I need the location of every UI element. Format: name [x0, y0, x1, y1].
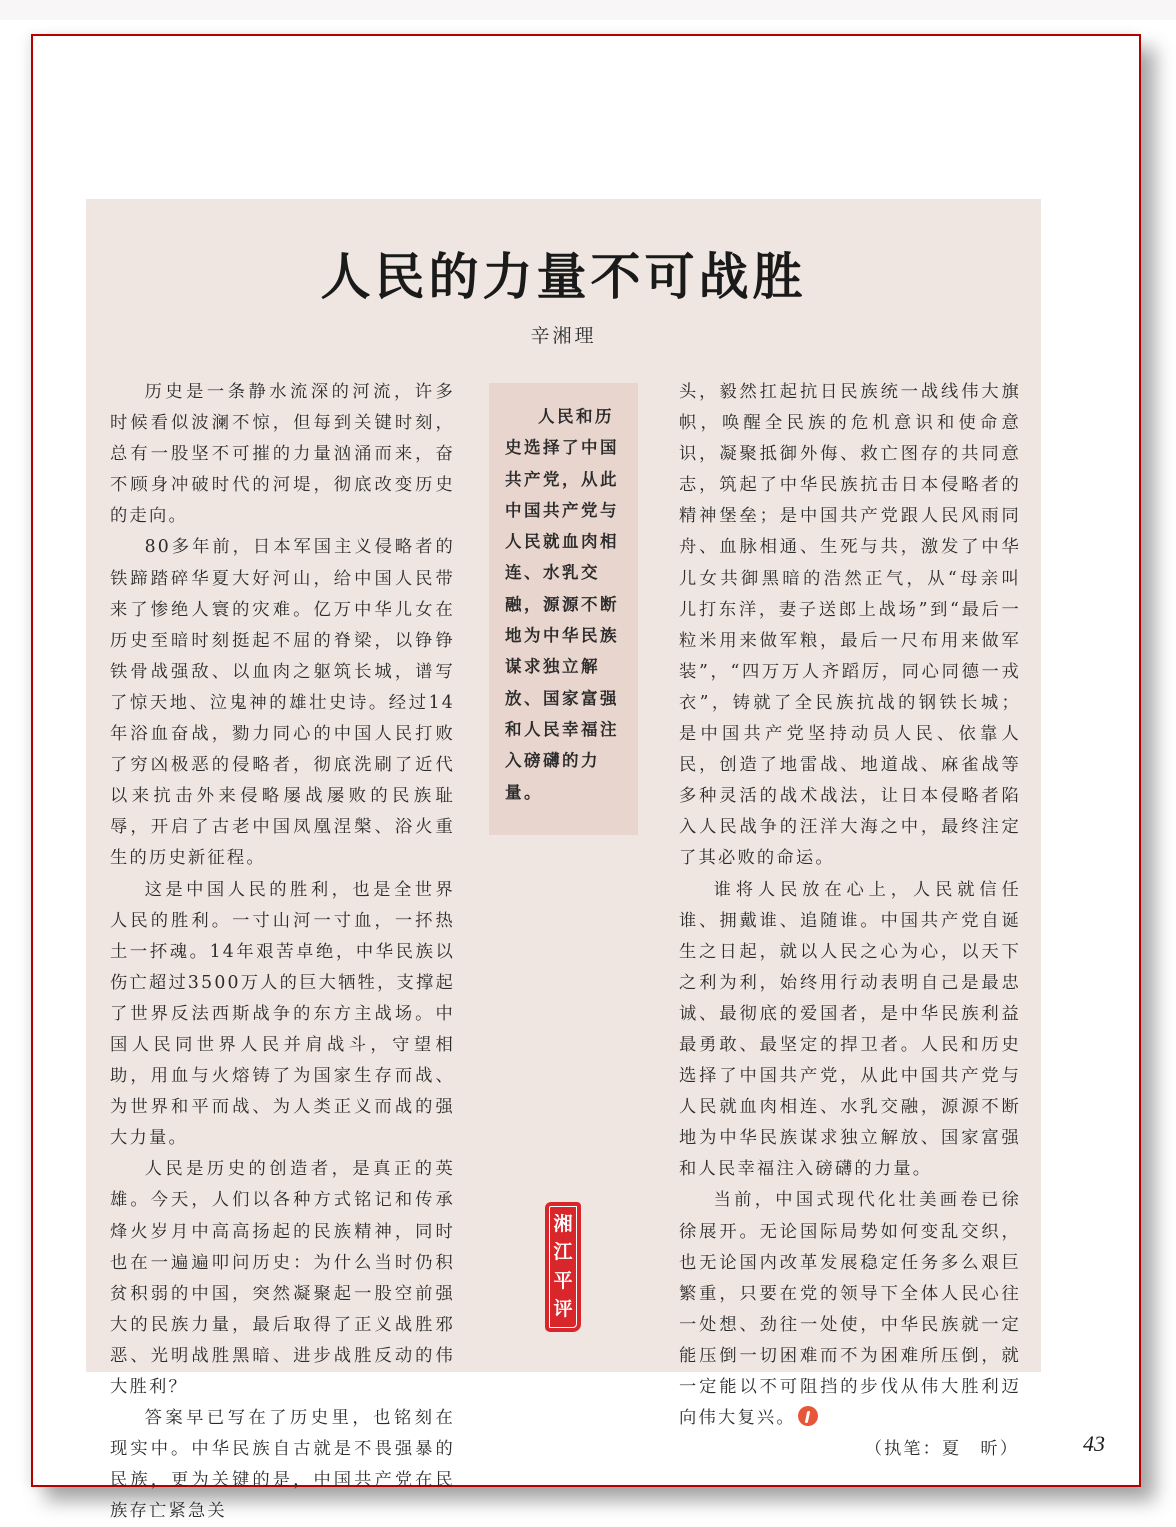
page-number: 43 [1083, 1431, 1105, 1456]
byline: （执笔：夏 昕） [864, 1439, 1019, 1460]
pull-quote-text: 人民和历史选择了中国共产党，从此中国共产党与人民就血肉相连、水乳交融，源源不断地为中华民族谋求独立解放、国家富强和人民幸福注入磅礴的力量。 [505, 407, 619, 802]
pull-quote [489, 383, 638, 835]
magazine-page [31, 34, 1141, 1522]
paragraph: 谁将人民放在心上，人民就信任谁、拥戴谁、追随谁。中国共产党自诞生之日起，就以人民之心为心，以天下之利为利，始终用行动表明自己是最忠诚、最彻底的爱国者，是中华民族利益最勇敢、最坚定的捍卫者。人民和历史选择了中国共产党，从此中国共产党与人民就血肉相连、水乳交融，源源不断地为中华民族谋求独立解放、国家富强和人民幸福注入磅礴的力量。 [679, 879, 1021, 1180]
paragraph: 人民是历史的创造者，是真正的英雄。今天，人们以各种方式铭记和传承烽火岁月中高高扬起的民族精神，同时也在一遍遍叩问历史：为什么当时仍积贫积弱的中国，突然凝聚起一股空前强大的民族力量，最后取得了正义战胜邪恶、光明战胜黑暗、进步战胜反动的伟大胜利？ [110, 1159, 455, 1397]
seal-char: 评 [553, 1298, 573, 1321]
paragraph: 头，毅然扛起抗日民族统一战线伟大旗帜，唤醒全民族的危机意识和使命意识，凝聚抵御外侮、救亡图存的共同意志，筑起了中华民族抗击日本侵略者的精神堡垒；是中国共产党跟人民风雨同舟、血脉相通、生死与共，激发了中华儿女共御黑暗的浩然正气，从“母亲叫儿打东洋，妻子送郎上战场”到“最后一粒米用来做军粮，最后一尺布用来做军装”，“四万万人齐蹈厉，同心同德一戎衣”，铸就了全民族抗战的钢铁长城；是中国共产党坚持动员人民、依靠人民，创造了地雷战、地道战、麻雀战等多种灵活的战术战法，让日本侵略者陷入人民战争的汪洋大海之中，最终注定了其必败的命运。 [679, 382, 1021, 869]
seal-stamp [545, 1202, 581, 1332]
seal-char: 江 [553, 1241, 573, 1264]
paragraph: 历史是一条静水流深的河流，许多时候看似波澜不惊，但每到关键时刻，总有一股坚不可摧的力量汹涌而来，奋不顾身冲破时代的河堤，彻底改变历史的走向。 [110, 382, 455, 527]
left-column [110, 377, 455, 1527]
end-mark-icon [798, 1406, 818, 1426]
right-column [679, 377, 1021, 1465]
paragraph: 80多年前，日本军国主义侵略者的铁蹄踏碎华夏大好河山，给中国人民带来了惨绝人寰的灾难。亿万中华儿女在历史至暗时刻挺起不屈的脊梁，以铮铮铁骨战强敌、以血肉之躯筑长城，谱写了惊天地、泣鬼神的雄壮史诗。经过14年浴血奋战，勠力同心的中国人民打败了穷凶极恶的侵略者，彻底洗刷了近代以来抗击外来侵略屡战屡败的民族耻辱，开启了古老中国凤凰涅槃、浴火重生的历史新征程。 [110, 537, 455, 869]
paragraph-text: 当前，中国式现代化壮美画卷已徐徐展开。无论国际局势如何变乱交织，也无论国内改革发展稳定任务多么艰巨繁重，只要在党的领导下全体人民心往一处想、劲往一处使，中华民族就一定能压倒一切困难而不为困难所压倒，就一定能以不可阻挡的步伐从伟大胜利迈向伟大复兴。 [679, 1190, 1021, 1429]
article-panel [86, 199, 1041, 1522]
paragraph: 答案早已写在了历史里，也铭刻在现实中。中华民族自古就是不畏强暴的民族，更为关键的是，中国共产党在民族存亡紧急关 [110, 1408, 455, 1522]
seal-char: 平 [553, 1269, 573, 1292]
seal-char: 湘 [553, 1212, 573, 1235]
top-strip [0, 0, 1176, 20]
paragraph: 这是中国人民的胜利，也是全世界人民的胜利。一寸山河一寸血，一抔热土一抔魂。14年艰苦卓绝，中华民族以伤亡超过3500万人的巨大牺牲，支撑起了世界反法西斯战争的东方主战场。中国人民同世界人民并肩战斗，守望相助，用血与火熔铸了为国家生存而战、为世界和平而战、为人类正义而战的强大力量。 [110, 879, 455, 1149]
article-author: 辛湘理 [530, 325, 597, 347]
paragraph [679, 1185, 1021, 1434]
article-title: 人民的力量不可战胜 [320, 247, 807, 306]
